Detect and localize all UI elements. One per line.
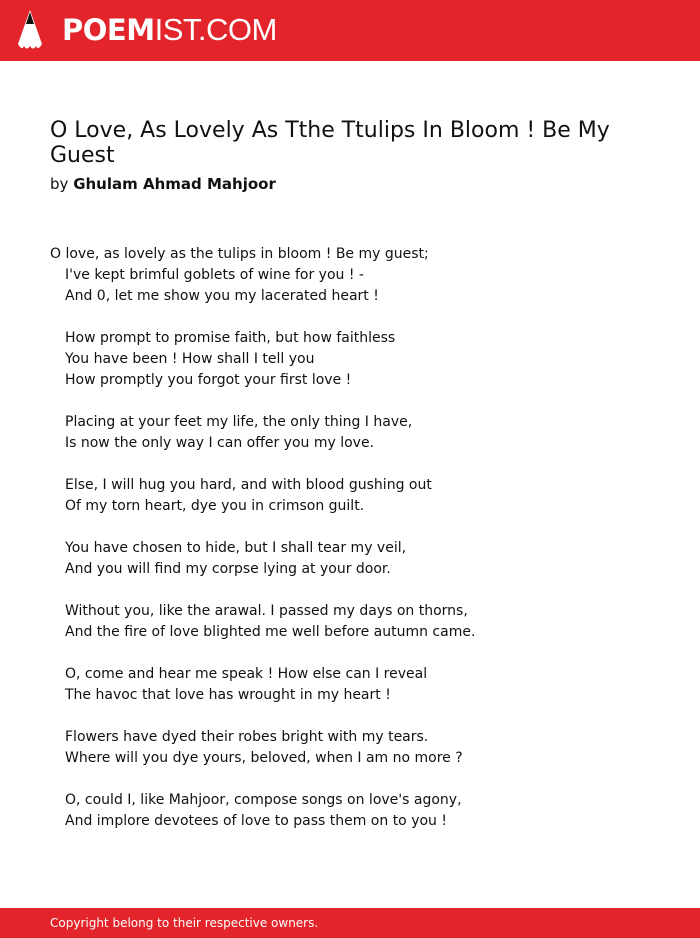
site-logo[interactable]	[62, 12, 277, 48]
poem-line: And 0, let me show you my lacerated heart !	[65, 288, 379, 304]
poem-body	[50, 244, 660, 832]
poem-line: Without you, like the arawal. I passed my days on thorns,	[65, 603, 468, 619]
stanza-gap	[50, 706, 660, 727]
stanza	[50, 790, 660, 832]
poem-line: You have chosen to hide, but I shall tear my veil,	[65, 540, 407, 556]
stanza	[50, 412, 660, 454]
stanza-gap	[50, 454, 660, 475]
poem-line: And you will find my corpse lying at your door.	[65, 561, 391, 577]
poem-line: Is now the only way I can offer you my love.	[65, 435, 375, 451]
stanza	[50, 475, 660, 517]
poem-line: Of my torn heart, dye you in crimson guilt.	[65, 498, 365, 514]
stanza-gap	[50, 580, 660, 601]
poem-line: And the fire of love blighted me well before autumn came.	[65, 624, 476, 640]
poem-line: And implore devotees of love to pass them on to you !	[65, 813, 447, 829]
brand-bold: POEM	[62, 13, 155, 47]
poem-line: O love, as lovely as the tulips in bloom ! Be my guest;	[50, 246, 429, 262]
byline	[50, 174, 276, 194]
poem-line: I've kept brimful goblets of wine for you ! -	[65, 267, 364, 283]
stanza	[50, 328, 660, 391]
poem-line: How promptly you forgot your first love !	[65, 372, 352, 388]
stanza-gap	[50, 307, 660, 328]
poem-line: You have been ! How shall I tell you	[65, 351, 315, 367]
by-label: by	[50, 175, 69, 193]
stanza	[50, 727, 660, 769]
stanza-gap	[50, 643, 660, 664]
poem-line: O, could I, like Mahjoor, compose songs on love's agony,	[65, 792, 462, 808]
stanza	[50, 538, 660, 580]
poem-line: How prompt to promise faith, but how faithless	[65, 330, 396, 346]
stanza-gap	[50, 391, 660, 412]
copyright-notice: Copyright belong to their respective owners.	[50, 916, 319, 930]
poem-title: O Love, As Lovely As Tthe Ttulips In Bloom ! Be My Guest	[50, 118, 610, 168]
stanza	[50, 601, 660, 643]
stanza-gap	[50, 769, 660, 790]
site-footer	[0, 908, 700, 938]
pencil-logo-icon[interactable]	[18, 10, 42, 51]
poem-line: Where will you dye yours, beloved, when I am no more ?	[65, 750, 463, 766]
stanza	[50, 664, 660, 706]
author-name[interactable]: Ghulam Ahmad Mahjoor	[73, 175, 276, 193]
brand-rest: IST.COM	[154, 12, 277, 47]
poem-line: Else, I will hug you hard, and with blood gushing out	[65, 477, 432, 493]
poem-line: O, come and hear me speak ! How else can I reveal	[65, 666, 428, 682]
stanza-gap	[50, 517, 660, 538]
site-header	[0, 0, 700, 61]
poem-line: Placing at your feet my life, the only thing I have,	[65, 414, 413, 430]
stanza	[50, 244, 660, 307]
poem-line: The havoc that love has wrought in my heart !	[65, 687, 391, 703]
poem-line: Flowers have dyed their robes bright with my tears.	[65, 729, 429, 745]
